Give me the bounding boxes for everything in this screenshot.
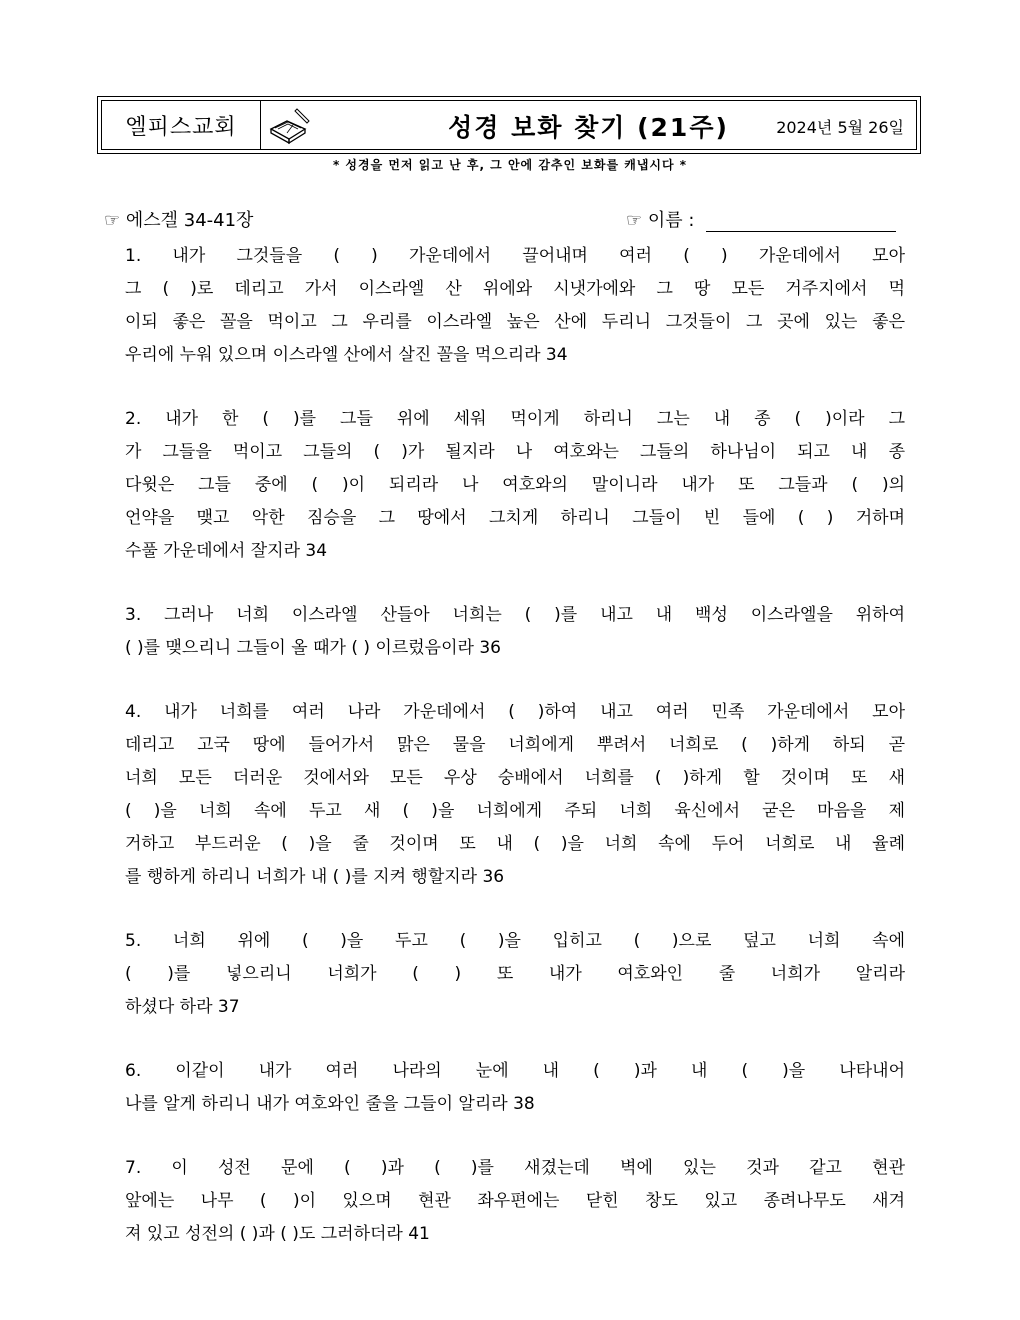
question-line: 다윗은 그들 중에 ( )이 되리라 나 여호와의 말이니라 내가 또 그들과 ( )의: [125, 475, 905, 495]
question-line: 7. 이 성전 문에 ( )과 ( )를 새겼는데 벽에 있는 것과 같고 현관: [125, 1158, 905, 1178]
question-line: 거하고 부드러운 ( )을 줄 것이며 또 내 ( )을 너희 속에 두어 너희로 내 율례: [125, 834, 905, 854]
question-line: ( )를 맺으리니 그들이 올 때가 ( ) 이르렀음이라 36: [125, 638, 501, 658]
info-row: [104, 206, 914, 232]
subtitle: * 성경을 먼저 읽고 난 후, 그 안에 감추인 보화를 캐냅시다 *: [332, 158, 688, 172]
question-line: 를 행하게 하리니 너희가 내 ( )를 지켜 행할지라 36: [125, 867, 505, 887]
question-line: 언약을 맺고 악한 짐승을 그 땅에서 그치게 하리니 그들이 빈 들에 ( ) 거하며: [125, 508, 905, 528]
question-line: 이되 좋은 꼴을 먹이고 그 우리를 이스라엘 높은 산에 두리니 그것들이 그 곳에 있는 좋은: [125, 312, 905, 332]
question-line: 우리에 누워 있으며 이스라엘 산에서 살진 꼴을 먹으리라 34: [125, 345, 568, 365]
date: 2024년 5월 26일: [776, 118, 904, 137]
question-list: [125, 240, 905, 1282]
question-line: 2. 내가 한 ( )를 그들 위에 세워 먹이게 하리니 그는 내 종 ( )이라 그: [125, 409, 905, 429]
question-line: 5. 너희 위에 ( )을 두고 ( )을 입히고 ( )으로 덮고 너희 속에: [125, 931, 905, 951]
question-2: [125, 403, 905, 568]
question-line: 그 ( )로 데리고 가서 이스라엘 산 위에와 시냇가에와 그 땅 모든 거주지에서 먹: [125, 279, 905, 299]
church-name: 엘피스교회: [102, 101, 261, 149]
title-cell: [261, 101, 916, 149]
question-line: 1. 내가 그것들을 ( ) 가운데에서 끌어내며 여러 ( ) 가운데에서 모아: [125, 246, 905, 266]
question-line: 수풀 가운데에서 잘지라 34: [125, 541, 328, 561]
name-blank-line[interactable]: [706, 211, 896, 232]
page-title: 성경 보화 찾기 (21주): [448, 113, 729, 142]
question-line: 져 있고 성전의 ( )과 ( )도 그러하더라 41: [125, 1224, 430, 1244]
header-box: [97, 96, 921, 154]
header-inner: [101, 100, 917, 150]
question-4: [125, 696, 905, 894]
question-line: 너희 모든 더러운 것에서와 모든 우상 숭배에서 너희를 ( )하게 할 것이며 또 새: [125, 768, 905, 788]
question-line: 3. 그러나 너희 이스라엘 산들아 너희는 ( )를 내고 내 백성 이스라엘을 위하여: [125, 605, 905, 625]
question-line: 가 그들을 먹이고 그들의 ( )가 될지라 나 여호와는 그들의 하나님이 되고 내 종: [125, 442, 905, 462]
name-field: [626, 206, 896, 232]
question-line: 데리고 고국 땅에 들어가서 맑은 물을 너희에게 뿌려서 너희로 ( )하게 하되 곧: [125, 735, 905, 755]
question-6: [125, 1055, 905, 1121]
question-line: 나를 알게 하리니 내가 여호와인 줄을 그들이 알리라 38: [125, 1094, 535, 1114]
question-line: 4. 내가 너희를 여러 나라 가운데에서 ( )하여 내고 여러 민족 가운데에서 모아: [125, 702, 905, 722]
question-line: 앞에는 나무 ( )이 있으며 현관 좌우편에는 닫힌 창도 있고 종려나무도 새겨: [125, 1191, 905, 1211]
question-1: [125, 240, 905, 372]
question-7: [125, 1152, 905, 1251]
question-5: [125, 925, 905, 1024]
name-label: ☞ 이름 :: [626, 210, 695, 231]
question-line: ( )을 너희 속에 두고 새 ( )을 너희에게 주되 너희 육신에서 굳은 마음을 제: [125, 801, 905, 821]
question-line: 하셨다 하라 37: [125, 997, 240, 1017]
question-line: 6. 이같이 내가 여러 나라의 눈에 내 ( )과 내 ( )을 나타내어: [125, 1061, 905, 1081]
question-3: [125, 599, 905, 665]
question-line: ( )를 넣으리니 너희가 ( ) 또 내가 여호와인 줄 너희가 알리라: [125, 964, 905, 984]
chapter-label: ☞ 에스겔 34-41장: [104, 210, 254, 231]
